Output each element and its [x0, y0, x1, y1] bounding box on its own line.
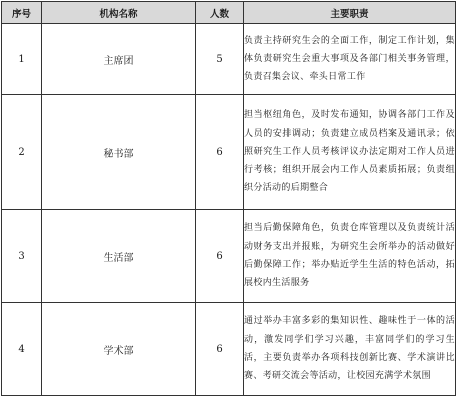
table-row [2, 210, 456, 303]
row-index: 1 [2, 24, 42, 95]
row-name: 生活部 [42, 210, 196, 303]
row-name: 秘书部 [42, 95, 196, 210]
table-row [2, 95, 456, 210]
header-index: 序号 [2, 2, 42, 24]
row-count: 6 [196, 210, 244, 303]
row-count: 5 [196, 24, 244, 95]
row-duty: 担当枢纽角色，及时发布通知，协调各部门工作及人员的安排调动；负责建立成员档案及通讯录；依照研究生工作人员考核评议办法定期对工作人员进行考核；组织开展会内工作人员素质拓展；负责组织分活动的后期整合 [244, 95, 456, 210]
row-duty: 担当后勤保障角色，负责仓库管理以及负责统计活动财务支出并报账，为研究生会所举办的活动做好后勤保障工作；举办贴近学生生活的特色活动，拓展校内生活服务 [244, 210, 456, 303]
row-duty: 负责主持研究生会的全面工作，制定工作计划，集体负责研究生会重大事项及各部门相关事务管理，负责召集会议、牵头日常工作 [244, 24, 456, 95]
row-name: 学术部 [42, 303, 196, 396]
header-count: 人数 [196, 2, 244, 24]
row-duty: 通过举办丰富多彩的集知识性、趣味性于一体的活动，激发同学们学习兴趣，丰富同学们的学习生活，主要负责举办各项科技创新比赛、学术演讲比赛、考研交流会等活动，让校园充满学术氛围 [244, 303, 456, 396]
row-index: 2 [2, 95, 42, 210]
header-name: 机构名称 [42, 2, 196, 24]
organization-table [1, 1, 456, 396]
row-index: 4 [2, 303, 42, 396]
row-count: 6 [196, 95, 244, 210]
header-duty: 主要职责 [244, 2, 456, 24]
table-header-row [2, 2, 456, 24]
table-row [2, 303, 456, 396]
row-index: 3 [2, 210, 42, 303]
row-name: 主席团 [42, 24, 196, 95]
table-row [2, 24, 456, 95]
row-count: 6 [196, 303, 244, 396]
